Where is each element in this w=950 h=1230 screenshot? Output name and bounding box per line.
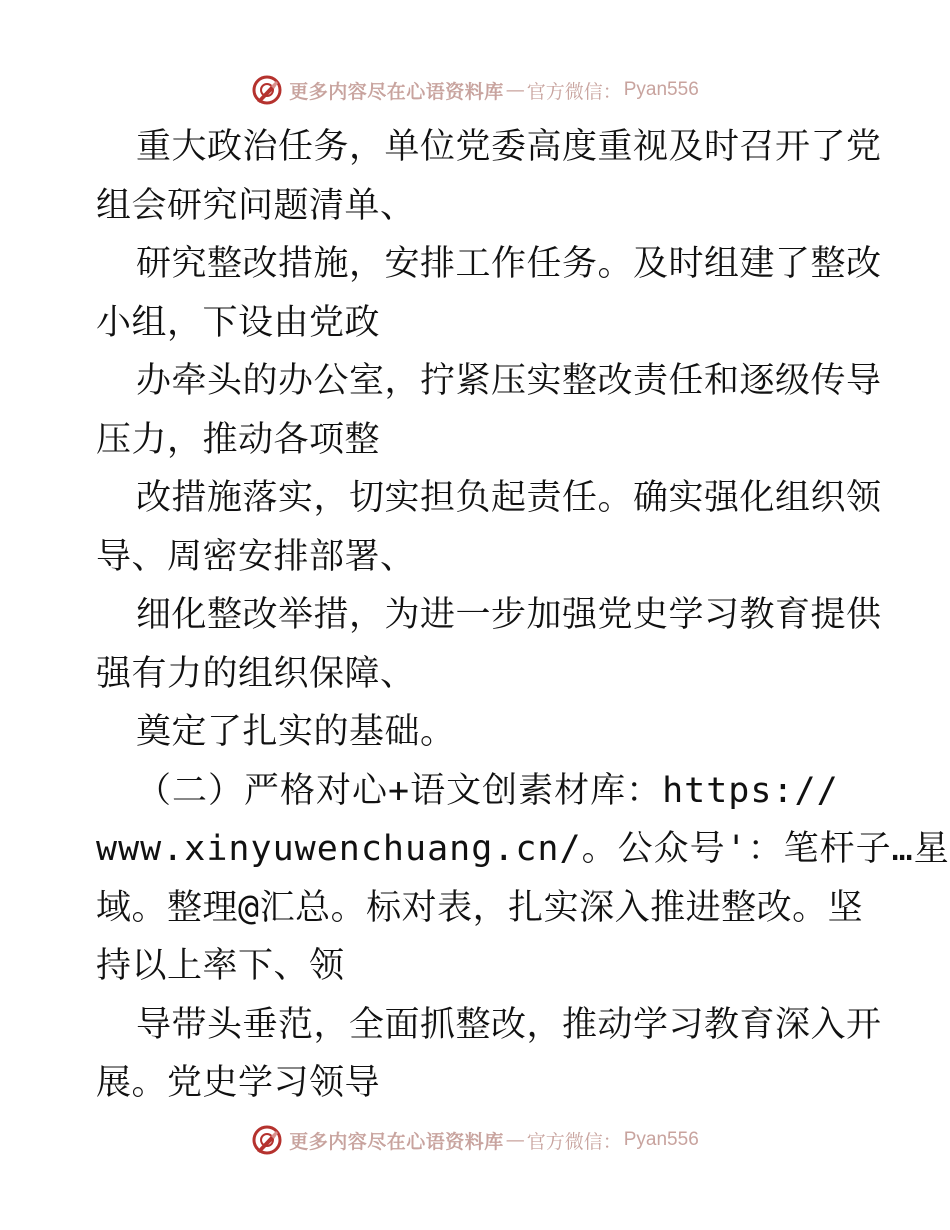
watermark-separator: — (505, 1129, 525, 1151)
pen-logo-icon (251, 1124, 283, 1156)
body-line: 改措施落实，切实担负起责任。确实强化组织领 (136, 478, 882, 518)
watermark-brand-text: 更多内容尽在心语资料库 (289, 1130, 504, 1153)
watermark-separator: — (505, 79, 525, 101)
body-line: 细化整改举措，为进一步加强党史学习教育提供 (136, 595, 882, 635)
body-line: 压力，推动各项整 (96, 419, 381, 460)
document-body (96, 118, 950, 1113)
body-line: 研究整改措施，安排工作任务。及时组建了整改 (136, 244, 882, 284)
body-line: 奠定了扎实的基础。 (136, 712, 456, 752)
body-line-url: www.xinyuwenchuang.cn/。公众号'：笔杆子…星 (96, 829, 950, 869)
watermark-official-label: 官方微信： (526, 1130, 622, 1153)
footer-watermark-banner (0, 1120, 950, 1160)
body-line: 域。整理@汇总。标对表，扎实深入推进整改。坚 (96, 887, 864, 928)
body-line: 重大政治任务，单位党委高度重视及时召开了党 (136, 127, 882, 167)
body-line: 展。党史学习领导 (96, 1063, 381, 1103)
watermark-official-label: 官方微信： (526, 80, 622, 103)
watermark-brand-text: 更多内容尽在心语资料库 (289, 80, 504, 103)
body-line: 办牵头的办公室，拧紧压实整改责任和逐级传导 (136, 361, 882, 401)
body-line: 小组，下设由党政 (96, 302, 381, 343)
header-watermark-banner (0, 70, 950, 110)
body-line: 持以上率下、领 (96, 946, 345, 986)
body-line: 导带头垂范，全面抓整改，推动学习教育深入开 (136, 1004, 882, 1045)
pen-logo-icon (251, 74, 283, 106)
watermark-wechat-id: Pyan556 (623, 1129, 699, 1150)
section-heading-line: （二）严格对心+语文创素材库：https:// (136, 770, 839, 811)
body-line: 导、周密安排部署、 (96, 536, 416, 577)
body-line: 组会研究问题清单、 (96, 185, 416, 226)
watermark-wechat-id: Pyan556 (623, 79, 699, 100)
body-line: 强有力的组织保障、 (96, 653, 416, 694)
